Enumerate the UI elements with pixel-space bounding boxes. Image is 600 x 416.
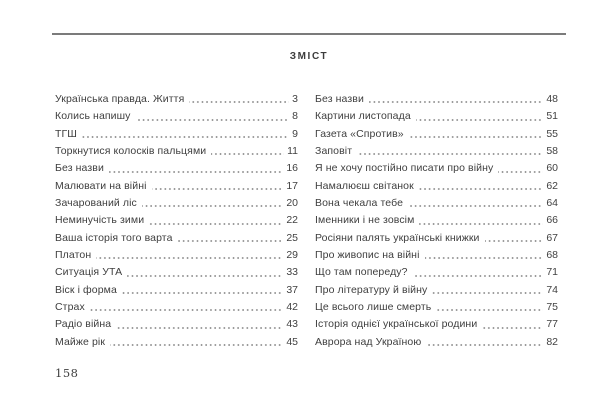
- dotted-leader: [178, 240, 284, 242]
- toc-entry-title: Намалюєш світанок: [315, 179, 414, 192]
- toc-entry-page: 77: [546, 318, 558, 331]
- toc-entry: [315, 264, 558, 281]
- dotted-leader: [436, 309, 543, 311]
- toc-entry-page: 33: [286, 266, 298, 279]
- toc-entry-page: 16: [286, 162, 298, 175]
- toc-entry-page: 82: [546, 335, 558, 348]
- toc-entry: [315, 230, 558, 247]
- toc-entry-title: Це всього лише смерть: [315, 301, 432, 314]
- toc-entry-title: Ваша історія того варта: [55, 231, 173, 244]
- toc-entry-title: Без назви: [55, 162, 104, 175]
- toc-entry: [55, 91, 298, 108]
- toc-entry: [55, 230, 298, 247]
- toc-entry-title: Віск і форма: [55, 283, 117, 296]
- header-rule: [52, 33, 566, 35]
- toc-entry-title: Картини листопада: [315, 110, 411, 123]
- toc-entry: [55, 212, 298, 229]
- dotted-leader: [425, 257, 544, 259]
- toc-entry-title: Малювати на війні: [55, 179, 147, 192]
- toc-entry-title: Газета «Спротив»: [315, 127, 404, 140]
- toc-entry: [315, 160, 558, 177]
- toc-entry-title: Платон: [55, 249, 92, 262]
- toc-entry-page: 17: [286, 179, 298, 192]
- dotted-leader: [152, 188, 284, 190]
- toc-entry-page: 58: [546, 145, 558, 158]
- toc-entry-page: 3: [292, 93, 298, 105]
- dotted-leader: [485, 240, 544, 242]
- toc-entry-page: 25: [286, 231, 298, 244]
- toc-entry-page: 43: [286, 318, 298, 331]
- toc-entry-title: Що там попереду?: [315, 266, 408, 279]
- toc-entry-page: 20: [286, 197, 298, 210]
- toc-entry-title: Страх: [55, 301, 85, 314]
- toc-entry-page: 8: [292, 110, 298, 123]
- toc-entry-page: 42: [286, 301, 298, 314]
- dotted-leader: [426, 344, 543, 346]
- dotted-leader: [369, 101, 543, 103]
- toc-entry: [315, 334, 558, 351]
- toc-entry: [55, 247, 298, 264]
- dotted-leader: [432, 292, 543, 294]
- toc-entry-title: Іменники і не зовсім: [315, 214, 415, 227]
- toc-entry: [55, 264, 298, 281]
- toc-entry-page: 71: [546, 266, 558, 279]
- toc-entry: [315, 282, 558, 299]
- toc-entry: [55, 126, 298, 143]
- toc-entry: [315, 195, 558, 212]
- page-title: ЗМІСТ: [289, 51, 329, 62]
- toc-entry: [55, 316, 298, 333]
- dotted-leader: [408, 205, 543, 207]
- toc-entry-page: 45: [286, 335, 298, 348]
- toc-entry-title: Зачарований ліс: [55, 197, 137, 210]
- toc-entry-page: 74: [546, 283, 558, 296]
- dotted-leader: [416, 119, 544, 121]
- toc-entry: [55, 143, 298, 160]
- toc-entry-title: Історія однієї української родини: [315, 318, 478, 331]
- toc-entry-page: 9: [292, 127, 298, 140]
- toc-entry-page: 22: [286, 214, 298, 227]
- dotted-leader: [142, 205, 283, 207]
- toc-entry-page: 66: [546, 214, 558, 227]
- toc-entry-page: 75: [546, 301, 558, 314]
- toc-entry-page: 37: [286, 283, 298, 296]
- toc-entry-title: Про живопис на війні: [315, 249, 420, 262]
- toc-entry: [315, 143, 558, 160]
- toc-entry-page: 51: [546, 110, 558, 123]
- dotted-leader: [136, 119, 290, 121]
- dotted-leader: [419, 188, 544, 190]
- dotted-leader: [419, 223, 543, 225]
- dotted-leader: [498, 171, 543, 173]
- toc-entry-page: 62: [546, 179, 558, 192]
- dotted-leader: [116, 327, 283, 329]
- toc-entry-page: 67: [546, 231, 558, 244]
- dotted-leader: [122, 292, 283, 294]
- toc-entry-title: Росіяни палять українські книжки: [315, 231, 480, 244]
- toc-entry-title: Вона чекала тебе: [315, 197, 404, 210]
- dotted-leader: [90, 309, 283, 311]
- toc-entry: [55, 299, 298, 316]
- toc-entry-title: Ситуація УТА: [55, 266, 123, 279]
- dotted-leader: [127, 275, 283, 277]
- dotted-leader: [211, 153, 284, 155]
- toc-entry-title: Торкнутися колосків пальцями: [55, 145, 207, 158]
- folio-page-number: 158: [55, 366, 79, 380]
- toc-entry: [55, 195, 298, 212]
- dotted-leader: [82, 136, 289, 138]
- toc-entry: [315, 212, 558, 229]
- toc-entry-title: Українська правда. Життя: [55, 93, 185, 105]
- toc-entry-title: ТГШ: [55, 127, 78, 140]
- toc-entry-page: 48: [546, 93, 558, 105]
- toc-entry-title: Заповіт: [315, 145, 353, 158]
- dotted-leader: [110, 344, 283, 346]
- toc-entry: [55, 334, 298, 351]
- toc-entry: [315, 91, 558, 108]
- toc-entry-title: Аврора над Україною: [315, 335, 422, 348]
- dotted-leader: [482, 327, 543, 329]
- dotted-leader: [413, 275, 544, 277]
- toc-column-left: [55, 91, 298, 351]
- toc-entry: [315, 316, 558, 333]
- toc-entry-page: 55: [546, 127, 558, 140]
- dotted-leader: [189, 101, 289, 103]
- toc-entry: [55, 160, 298, 177]
- toc-entry: [55, 282, 298, 299]
- dotted-leader: [109, 171, 283, 173]
- toc-entry-page: 64: [546, 197, 558, 210]
- toc-entry-page: 60: [546, 162, 558, 175]
- toc-entry: [55, 108, 298, 125]
- toc-entry-page: 29: [286, 249, 298, 262]
- toc-entry: [315, 247, 558, 264]
- toc-entry-title: Без назви: [315, 93, 364, 105]
- toc-entry: [55, 178, 298, 195]
- toc-entry: [315, 299, 558, 316]
- toc-entry: [315, 178, 558, 195]
- toc-entry-title: Неминучість зими: [55, 214, 145, 227]
- toc-entry-title: Радіо війна: [55, 318, 112, 331]
- dotted-leader: [96, 257, 283, 259]
- toc-entry-title: Про літературу й війну: [315, 283, 428, 296]
- toc-entry-page: 11: [287, 145, 298, 158]
- toc-entry-title: Майже рік: [55, 335, 106, 348]
- toc-entry: [315, 108, 558, 125]
- toc-entry-title: Колись напишу: [55, 110, 131, 123]
- toc-entry-title: Я не хочу постійно писати про війну: [315, 162, 494, 175]
- dotted-leader: [357, 153, 543, 155]
- dotted-leader: [409, 136, 544, 138]
- toc-column-right: [315, 91, 558, 351]
- dotted-leader: [149, 223, 283, 225]
- toc-entry-page: 68: [546, 249, 558, 262]
- toc-entry: [315, 126, 558, 143]
